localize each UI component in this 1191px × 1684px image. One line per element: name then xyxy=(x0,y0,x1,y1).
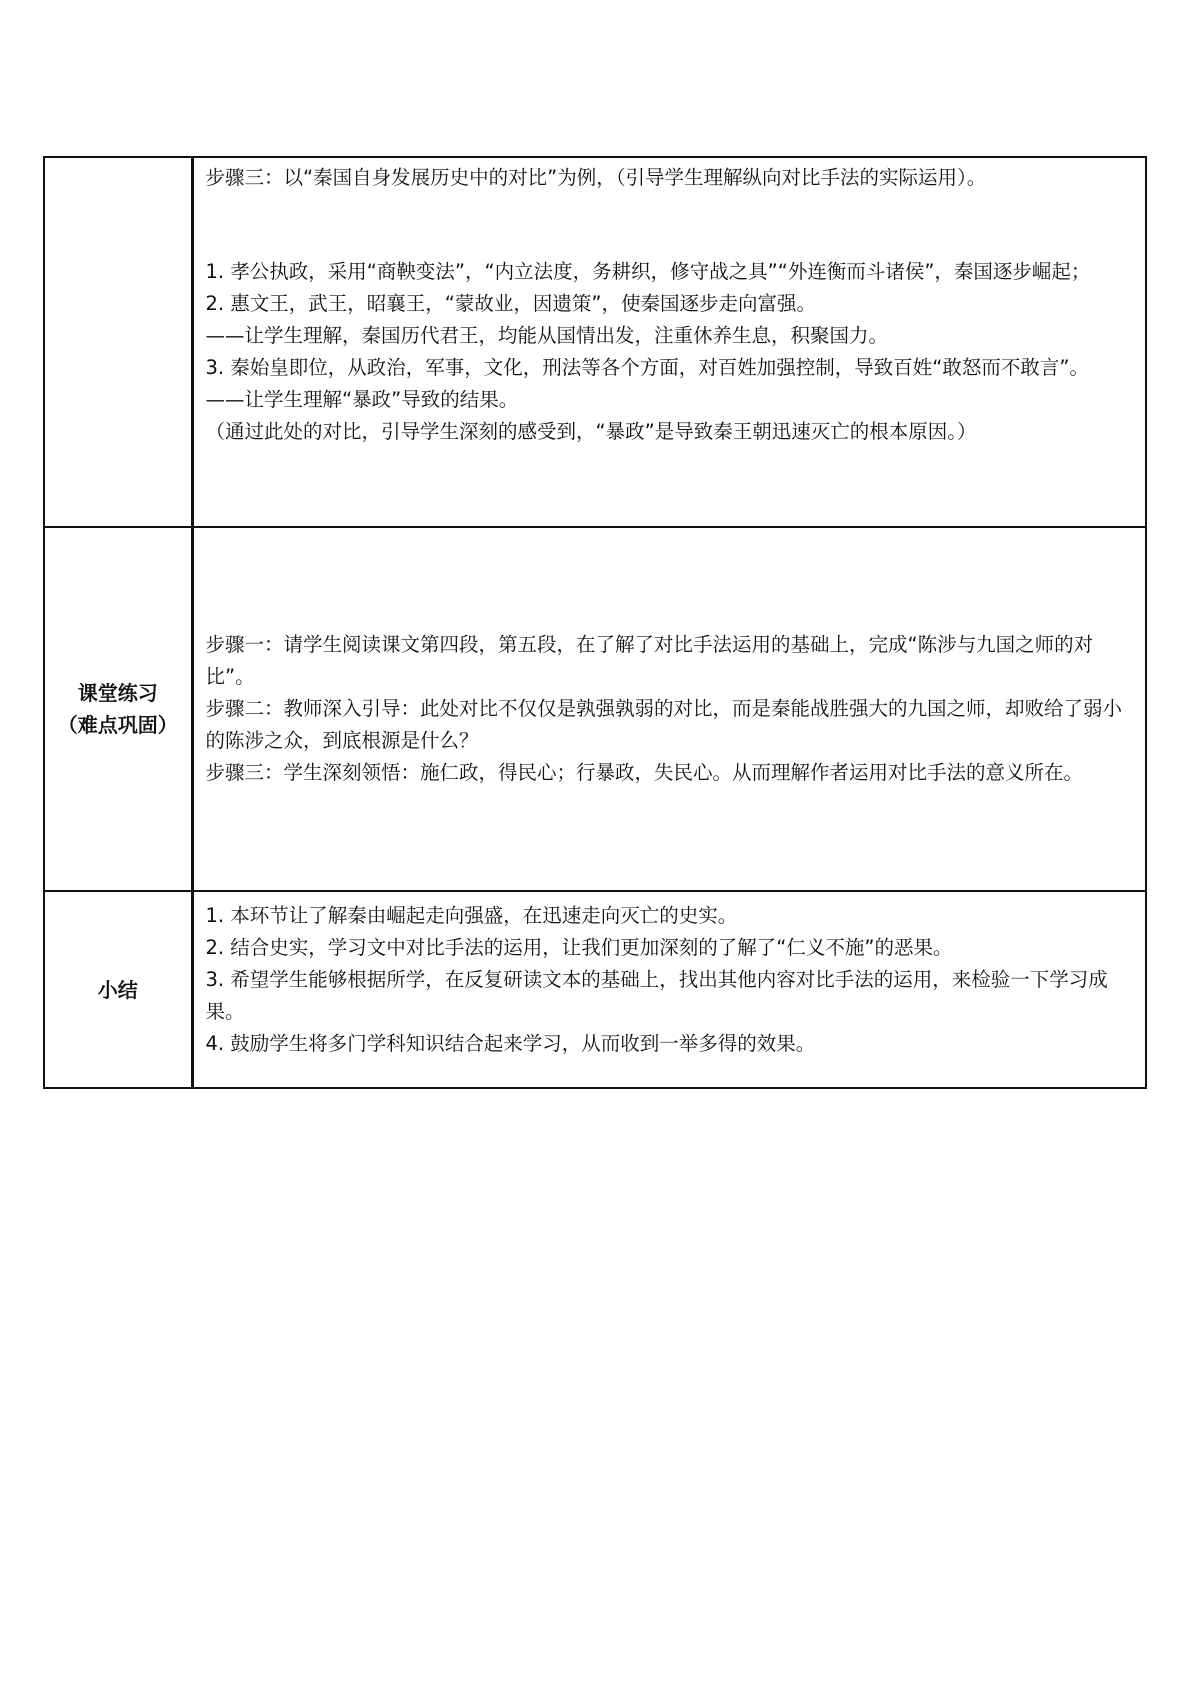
lesson-plan-table xyxy=(43,156,1147,1089)
content-line: 2. 结合史实，学习文中对比手法的运用，让我们更加深刻的了解了“仁义不施”的恶果。 xyxy=(205,936,953,959)
row-sublabel: （难点巩固） xyxy=(57,713,178,737)
content-line: ——让学生理解“暴政”导致的结果。 xyxy=(205,388,519,411)
content-line: 2. 惠文王，武王，昭襄王，“蒙故业，因遗策”，使秦国逐步走向富强。 xyxy=(205,292,817,315)
step-three-heading: 步骤三：以“秦国自身发展历史中的对比”为例，（引导学生理解纵向对比手法的实际运用）。 xyxy=(205,166,987,189)
content-line: ——让学生理解，秦国历代君王，均能从国情出发，注重休养生息，积聚国力。 xyxy=(205,324,889,347)
content-line: 步骤三：学生深刻领悟：施仁政，得民心；行暴政，失民心。从而理解作者运用对比手法的意义所在。 xyxy=(205,761,1084,784)
row-label: 课堂练习 xyxy=(77,681,158,705)
table-row-practice xyxy=(44,527,1146,891)
row-label: 小结 xyxy=(97,977,138,1002)
row-label-cell xyxy=(44,527,192,891)
paragraph-gap xyxy=(206,194,1134,256)
table-row-analysis xyxy=(44,157,1146,527)
content-line: 步骤二：教师深入引导：此处对比不仅仅是孰强孰弱的对比，而是秦能战胜强大的九国之师，却败给了弱小的陈涉之众，到底根源是什么？ xyxy=(205,697,1123,752)
row-label-cell xyxy=(44,891,192,1088)
row-content-cell xyxy=(192,891,1146,1088)
content-line: 4. 鼓励学生将多门学科知识结合起来学习，从而收到一举多得的效果。 xyxy=(205,1032,816,1055)
row-content-cell xyxy=(192,527,1146,891)
content-line: 步骤一：请学生阅读课文第四段，第五段，在了解了对比手法运用的基础上，完成“陈涉与九国之师的对比”。 xyxy=(205,633,1094,688)
row-content-cell xyxy=(192,157,1146,527)
row-label-cell xyxy=(44,157,192,527)
content-line: 3. 希望学生能够根据所学，在反复研读文本的基础上，找出其他内容对比手法的运用，来检验一下学习成果。 xyxy=(205,968,1108,1023)
content-line: 1. 本环节让了解秦由崛起走向强盛，在迅速走向灭亡的史实。 xyxy=(205,904,738,927)
content-line: （通过此处的对比，引导学生深刻的感受到，“暴政”是导致秦王朝迅速灭亡的根本原因。） xyxy=(205,420,977,443)
table-row-summary xyxy=(44,891,1146,1088)
content-line: 3. 秦始皇即位，从政治，军事，文化，刑法等各个方面，对百姓加强控制，导致百姓“敢怒而不敢言”。 xyxy=(205,356,1090,379)
content-line: 1. 孝公执政，采用“商鞅变法”，“内立法度，务耕织，修守战之具”“外连衡而斗诸侯”，秦国逐步崛起； xyxy=(205,260,1091,283)
